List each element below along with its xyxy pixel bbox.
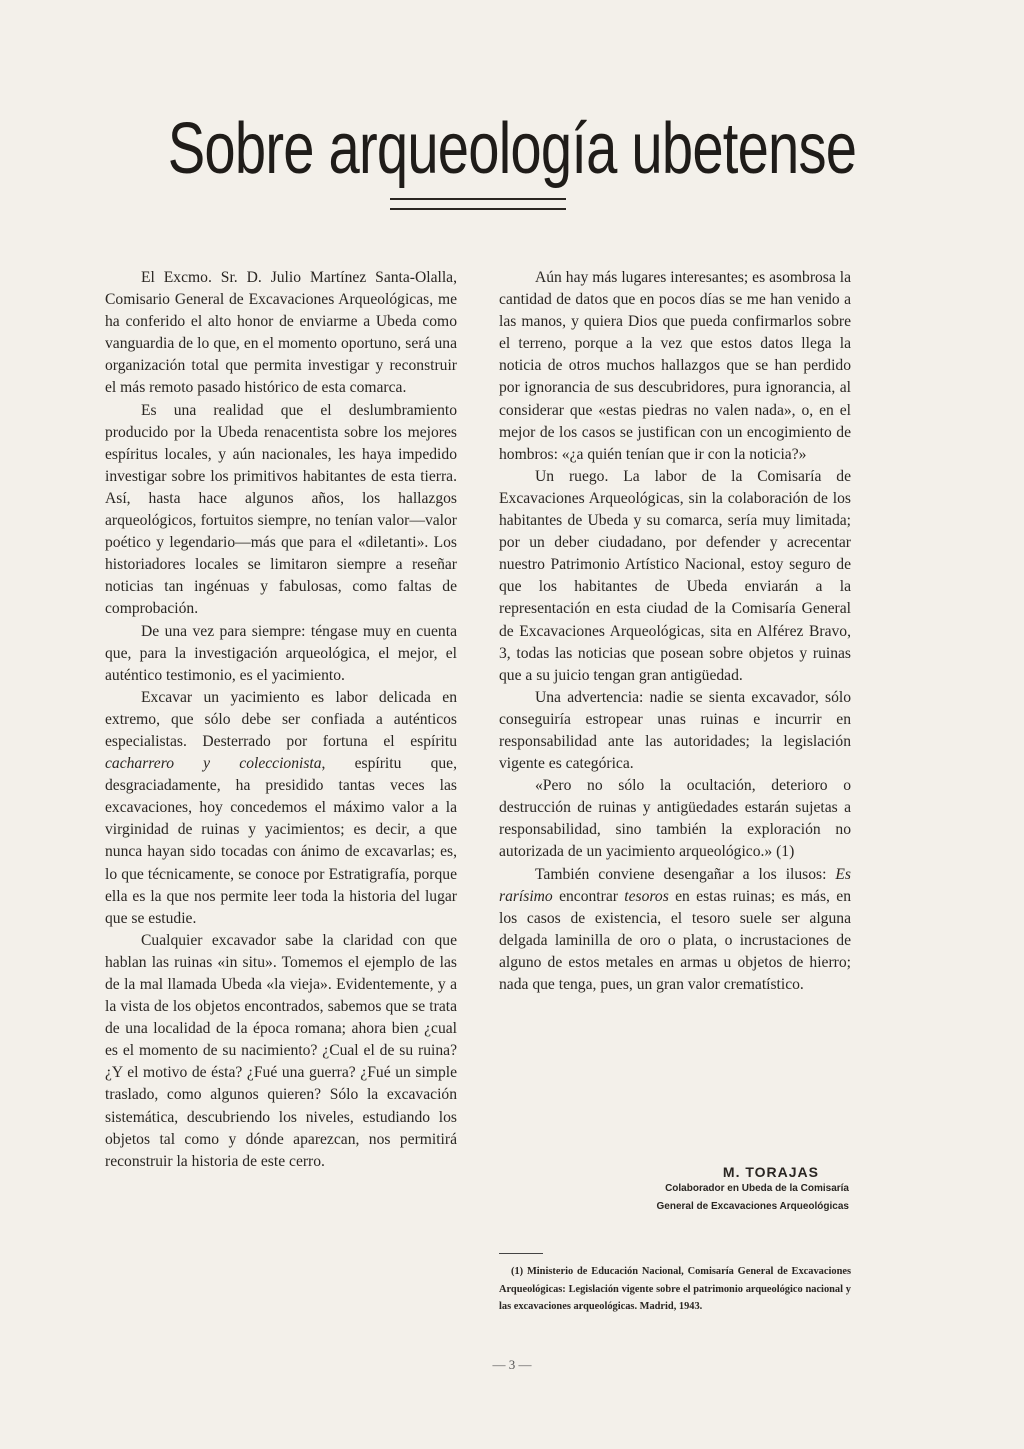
paragraph: Cualquier excavador sabe la claridad con que hablan las ruinas «in situ». Tomemos el ejemplo de las de la mal llamada Ubeda «la vieja». Evidentemente, y a la vista de los objetos encontrados, sabemos que se trata de una localidad de la época romana; ahora bien ¿cual es el momento de su nacimiento? ¿Cual el de su ruina? ¿Y el motivo de ésta? ¿Fué una guerra? ¿Fué un simple traslado, como algunos quieren? Sólo la excavación sistemática, descubriendo los niveles, estudiando los objetos tal como y dónde aparezcan, nos permitirá reconstruir la historia de este cerro.	[105, 931, 457, 1170]
signature-block	[499, 1164, 849, 1216]
paragraph	[105, 687, 457, 930]
left-column	[105, 267, 457, 1173]
paragraph	[499, 864, 851, 997]
paragraph: Aún hay más lugares interesantes; es asombrosa la cantidad de datos que en pocos días se me han venido a las manos, y quiera Dios que pueda confirmarlos sobre el terreno, porque a la vez que estos datos llega la noticia de otros muchos hallazgos que se han perdido por ignorancia de sus descubridores, pura ignorancia, al considerar que «estas piedras no valen nada», o, en el mejor de los casos se justifican con un encogimiento de hombros: «¿a quién tenían que ir con la noticia?»	[499, 269, 851, 463]
paragraph: Es una realidad que el deslumbramiento producido por la Ubeda renacentista sobre los mejores espíritus locales, y aún nacionales, les haya impedido investigar sobre los primitivos habitantes de esta tierra. Así, hasta hace algunos años, los hallazgos arqueológicos, fortuitos siempre, no tenían valor—valor poético y legendario—más que para el «diletanti». Los historiadores locales se limitaron siempre a reseñar noticias tan ingénuas y fabulosas, como faltas de comprobación.	[105, 401, 457, 618]
text-run: encontrar	[559, 887, 618, 905]
author-role: Colaborador en Ubeda de la Comisaría	[665, 1183, 849, 1194]
text-run: , espíritu que, desgraciadamente, ha presidido tantas veces las excavaciones, hoy concedemos el máximo valor a la virginidad de ruinas y yacimientos; es decir, a que nunca hayan sido tocadas con ánimo de excavarlas; es, lo que técnicamente, se conoce por Estratigrafía, porque ella es la que nos permite leer toda la historia del lugar que se estudie.	[105, 755, 457, 927]
text-run: en estas ruinas; es más, en los casos de existencia, el tesoro suele ser alguna delgada laminilla de oro o plata, o incrustaciones de alguno de estos metales en armas u objetos de hierro; nada que tenga, pues, un gran valor crematístico.	[499, 887, 851, 993]
footnote: (1) Ministerio de Educación Nacional, Comisaría General de Excavaciones Arqueológicas: Legislación vigente sobre el patrimonio arqueológico nacional y las excavaciones arqueológicas. Madrid, 1943.	[499, 1266, 851, 1313]
page-title: Sobre arqueología ubetense	[167, 109, 857, 189]
title-double-rule	[390, 198, 566, 210]
italic-phrase: Es rarísimo	[499, 865, 851, 905]
author-name: M. TORAJAS	[722, 1164, 819, 1180]
paragraph: El Excmo. Sr. D. Julio Martínez Santa-Olalla, Comisario General de Excavaciones Arqueológicas, me ha conferido el alto honor de enviarme a Ubeda como vanguardia de lo que, en el momento oportuno, será una organización total que permita investigar y reconstruir el más remoto pasado histórico de esta comarca.	[105, 269, 457, 397]
text-run: Excavar un yacimiento es labor delicada en extremo, que sólo debe ser confiada a auténticos especialistas. Desterrado por fortuna el espíritu	[105, 688, 457, 750]
paragraph: «Pero no sólo la ocultación, deterioro o destrucción de ruinas y antigüedades estarán sujetas a responsabilidad, sino también la exploración no autorizada de un yacimiento arqueológico.» (1)	[499, 777, 851, 861]
paragraph: Un ruego. La labor de la Comisaría de Excavaciones Arqueológicas, sin la colaboración de los habitantes de Ubeda y su comarca, sería muy limitada; por un deber ciudadano, por defender y acrecentar nuestro Patrimonio Artístico Nacional, estoy seguro de que los habitantes de Ubeda enviarán a la representación en esta ciudad de la Comisaría General de Excavaciones Arqueológicas, sita en Alférez Bravo, 3, todas las noticias que posean sobre objetos y ruinas que a su juicio tengan gran antigüedad.	[499, 467, 851, 684]
paragraph: Una advertencia: nadie se sienta excavador, sólo conseguiría estropear unas ruinas e incurrir en responsabilidad ante las autoridades; la legislación vigente es categórica.	[499, 688, 851, 773]
page-number: — 3 —	[492, 1357, 532, 1372]
author-role: General de Excavaciones Arqueológicas	[656, 1201, 849, 1212]
footnote-divider	[499, 1253, 543, 1254]
italic-phrase: cacharrero y coleccionista	[105, 755, 322, 773]
paragraph: De una vez para siempre: téngase muy en cuenta que, para la investigación arqueológica, el mejor, el auténtico testimonio, es el yacimiento.	[105, 622, 457, 684]
right-column	[499, 267, 851, 996]
text-run: También conviene desengañar a los ilusos:	[535, 865, 827, 883]
italic-phrase: tesoros	[624, 887, 669, 905]
